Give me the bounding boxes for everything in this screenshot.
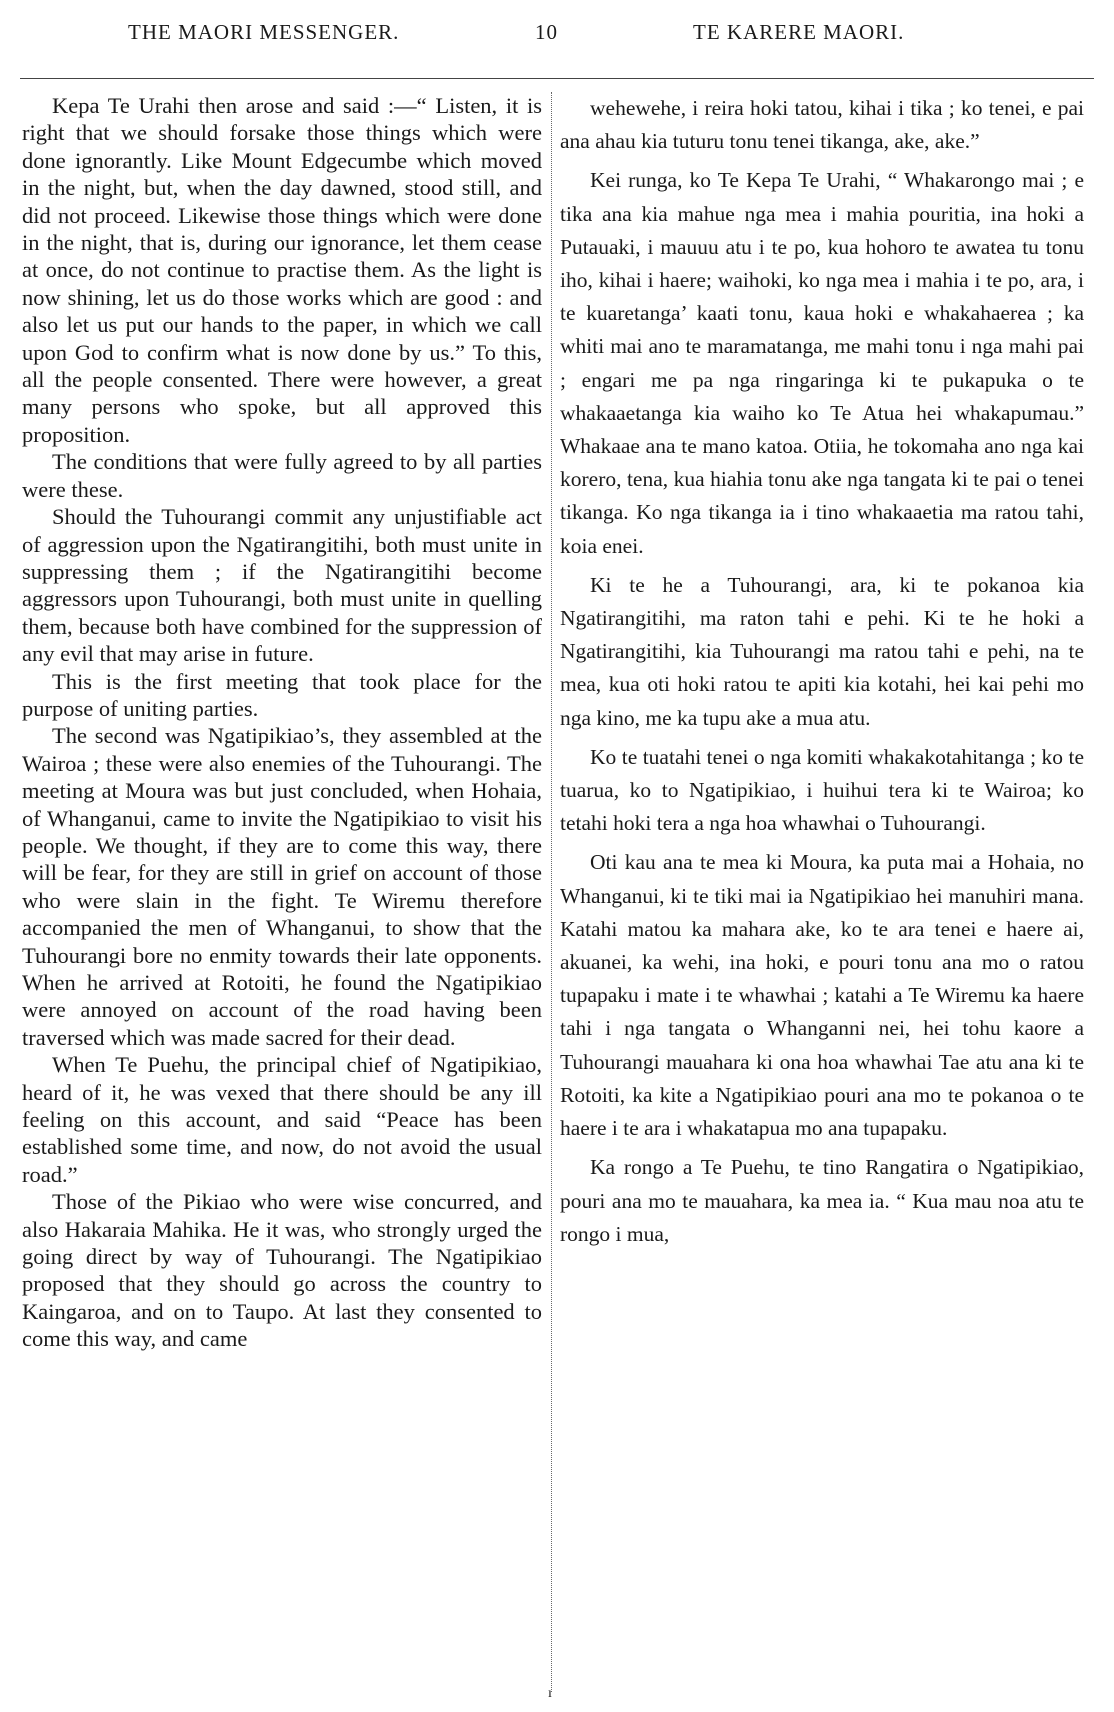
page-header	[0, 20, 1114, 60]
english-paragraph: The conditions that were fully agreed to by all parties were these.	[22, 449, 542, 502]
maori-paragraph: Ka rongo a Te Puehu, te tino Rangatira o Ngatipikiao, pouri ana mo te mauahara, ka mea ia. “ Kua mau noa atu te rongo i mua,	[560, 1155, 1084, 1246]
masthead-english: THE MAORI MESSENGER.	[128, 20, 400, 44]
maori-paragraph: Kei runga, ko Te Kepa Te Urahi, “ Whakarongo mai ; e tika ana kia mahue nga mea i mahia pouritia, ina hoki a Putauaki, i mauuu atu i te po, kua hohoro te awatea tu tonu iho, kihai i haere; waihoki, ko nga mea i mahia i te po, ara, i te kuaretanga’ kaati tonu, kaua hoki e whakahaerea ; ka whiti mai ano te maramatanga, me mahi tonu i nga mahi pai ; engari me pa nga ringaringa ki te pukapuka o te whakaaetanga kia waiho ko Te Atua hei whakapumau.” Whakaae ana te mano katoa. Otiia, he tokomaha ano nga kai korero, tena, kua hiahia tonu ake nga tangata ki te pai o tenei tikanga. Ko nga tikanga ia i tino whakaaetia ma ratou tahi, koia enei.	[560, 168, 1084, 558]
maori-paragraph: Ko te tuatahi tenei o nga komiti whakakotahitanga ; ko te tuarua, ko to Ngatipikiao, i huihui tera ki te Wairoa; ko tetahi hoki tera a nga hoa whawhai o Tuhourangi.	[560, 744, 1084, 836]
english-column	[22, 92, 542, 1682]
english-paragraph: Kepa Te Urahi then arose and said :—“ Listen, it is right that we should forsake those things which were done ignorantly. Like Mount Edgecumbe which moved in the night, but, when the day dawned, stood still, and did not proceed. Likewise those things which were done in the night, that is, during our ignorance, let them cease at once, do not continue to practise them. As the light is now shining, let us do those works which are good : and also let us put our hands to the paper, in which we call upon God to confirm what is now done by us.” To this, all the people consented. There were however, a great many persons who spoke, but all approved this proposition.	[22, 93, 542, 447]
masthead-maori: TE KARERE MAORI.	[693, 20, 905, 44]
english-paragraph: Should the Tuhourangi commit any unjustifiable act of aggression upon the Ngatirangitihi, both must unite in suppressing them ; if the Ngatirangitihi become aggressors upon Tuhourangi, both must unite in quelling them, because both have combined for the suppression of any evil that may arise in future.	[22, 504, 542, 667]
maori-paragraph: wehewehe, i reira hoki tatou, kihai i tika ; ko tenei, e pai ana ahau kia tuturu tonu tenei tikanga, ake, ake.”	[560, 96, 1084, 154]
column-divider	[551, 92, 552, 1692]
english-paragraph: This is the first meeting that took place for the purpose of uniting parties.	[22, 668, 542, 721]
english-paragraph: Those of the Pikiao who were wise concurred, and also Hakaraia Mahika. He it was, who strongly urged the going direct by way of Tuhourangi. The Ngatipikiao proposed that they should go across the country to Kaingaroa, and on to Taupo. At last they consented to come this way, and came	[22, 1189, 542, 1352]
maori-column	[560, 92, 1084, 1682]
english-paragraph: When Te Puehu, the principal chief of Ngatipikiao, heard of it, he was vexed that there should be any ill feeling on this account, and said “Peace has been established some time, and now, do not avoid the usual road.”	[22, 1052, 542, 1187]
maori-paragraph: Oti kau ana te mea ki Moura, ka puta mai a Hohaia, no Whanganui, ki te tiki mai ia Ngatipikiao hei manuhiri mana. Katahi matou ka mahara ake, ko te ara tenei e haere ai, akuanei, ka wehi, ina hoki, e pouri tonu ana mo o ratou tupapaku i mate i te whawhai ; katahi a Te Wiremu ka haere tahi i nga tangata o Whanganni nei, hei tohu kaore a Tuhourangi mauahara ki ona hoa whawhai Tae atu ana ki te Rotoiti, ka kite a Ngatipikiao pouri ana mo te pokanoa o te haere i te ara i whakatapua mo ana tupapaku.	[560, 850, 1084, 1141]
maori-paragraph: Ki te he a Tuhourangi, ara, ki te pokanoa kia Ngatirangitihi, ma raton tahi e pehi. Ki te he hoki a Ngatirangitihi, kia Tuhourangi ma ratou tahi e pehi, na te mea, kua oti hoki ratou te apiti kia kotahi, hei kai pehi mo nga kino, me ka tupu ake a mua atu.	[560, 572, 1084, 730]
english-paragraph: The second was Ngatipikiao’s, they assembled at the Wairoa ; these were also enemies of the Tuhourangi. The meeting at Moura was but just concluded, when Hohaia, of Whanganui, came to invite the Ngatipikiao to visit his people. We thought, if they are to come this way, there will be fear, for they are still in grief on account of those who were slain in the fight. Te Wiremu therefore accompanied the men of Whanganui, to show that the Tuhourangi bore no enmity towards their late opponents. When he arrived at Rotoiti, he found the Ngatipikiao were annoyed on account of the road having been traversed which was made sacred for their dead.	[22, 723, 542, 1050]
page-number: 10	[535, 20, 558, 44]
footer-mark: ı	[548, 1686, 552, 1701]
header-rule	[20, 78, 1094, 79]
